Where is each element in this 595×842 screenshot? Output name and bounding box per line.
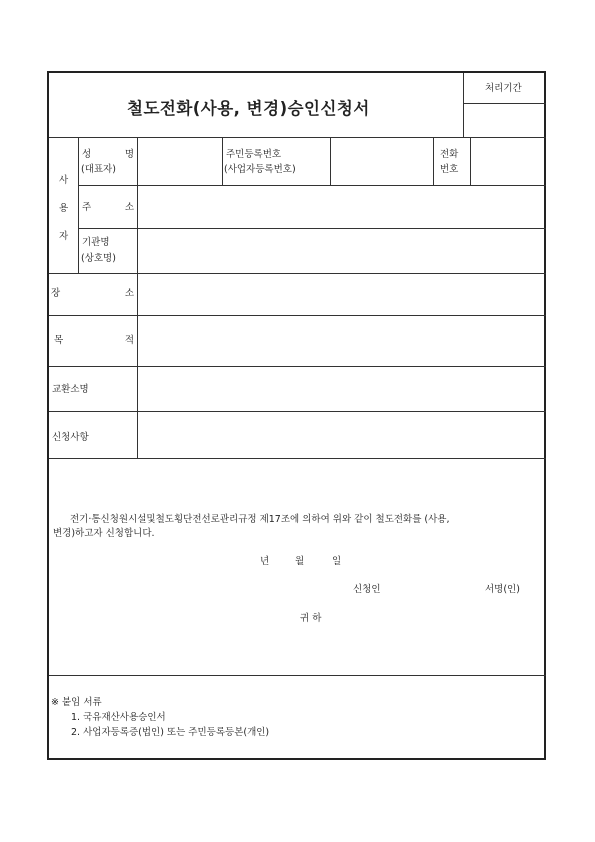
date-year: 년 — [260, 556, 270, 567]
divider — [78, 228, 546, 229]
place-label — [51, 288, 134, 300]
divider — [433, 137, 434, 185]
date-month: 월 — [295, 556, 305, 567]
applicant-group-label-1: 사 — [59, 175, 69, 186]
divider — [330, 137, 331, 185]
application-form — [47, 71, 546, 760]
purpose-label-2: 적 — [124, 335, 134, 346]
id-sub-label: (사업자등록번호) — [224, 164, 296, 175]
phone-label-1: 전화 — [440, 149, 459, 160]
address-label-1: 주 — [82, 202, 92, 213]
divider — [49, 315, 546, 316]
attachment-item: 1. 국유재산사용승인서 — [71, 712, 166, 723]
applicant-sign-label: 신청인 — [353, 584, 381, 595]
statement-line-2: 변경)하고자 신청합니다. — [53, 528, 155, 539]
id-label: 주민등록번호 — [226, 149, 282, 160]
name-label-2: 명 — [124, 149, 134, 160]
place-label-2: 소 — [124, 288, 134, 299]
divider — [78, 137, 79, 273]
phone-label-2: 번호 — [440, 164, 459, 175]
addressee: 귀 하 — [300, 613, 322, 624]
address-label-2: 소 — [124, 202, 134, 213]
statement-line-1: 전기·통신청원시설및철도횡단전선로관리규정 제17조에 의하여 위와 같이 철도전화를 (사용, — [70, 514, 450, 525]
divider — [470, 137, 471, 185]
processing-period-label: 처리기간 — [485, 83, 522, 94]
purpose-label — [54, 335, 134, 347]
address-label — [82, 202, 134, 214]
divider — [463, 73, 464, 137]
form-title: 철도전화(사용, 변경)승인신청서 — [127, 99, 370, 118]
divider — [222, 137, 223, 185]
applicant-group-label-3: 자 — [59, 231, 69, 242]
divider — [49, 458, 546, 459]
purpose-label-1: 목 — [54, 335, 64, 346]
divider — [49, 137, 546, 138]
divider — [463, 103, 546, 104]
place-label-1: 장 — [51, 288, 61, 299]
attachment-item: 2. 사업자등록증(법인) 또는 주민등록등본(개인) — [71, 727, 270, 738]
attachments-title: ※ 붙임 서류 — [51, 697, 102, 708]
org-sub-label: (상호명) — [81, 253, 116, 264]
divider — [49, 675, 546, 676]
divider — [78, 185, 546, 186]
name-sub-label: (대표자) — [81, 164, 116, 175]
applicant-group-label-2: 용 — [59, 203, 69, 214]
divider — [49, 273, 546, 274]
org-label: 기관명 — [82, 237, 110, 248]
request-label: 신청사항 — [52, 432, 89, 443]
exchange-label: 교환소명 — [52, 384, 89, 395]
name-label — [82, 149, 134, 161]
divider — [49, 366, 546, 367]
date-day: 일 — [332, 556, 342, 567]
divider — [49, 411, 546, 412]
signature-label: 서명(인) — [485, 584, 520, 595]
divider — [137, 137, 138, 458]
name-label-1: 성 — [82, 149, 92, 160]
